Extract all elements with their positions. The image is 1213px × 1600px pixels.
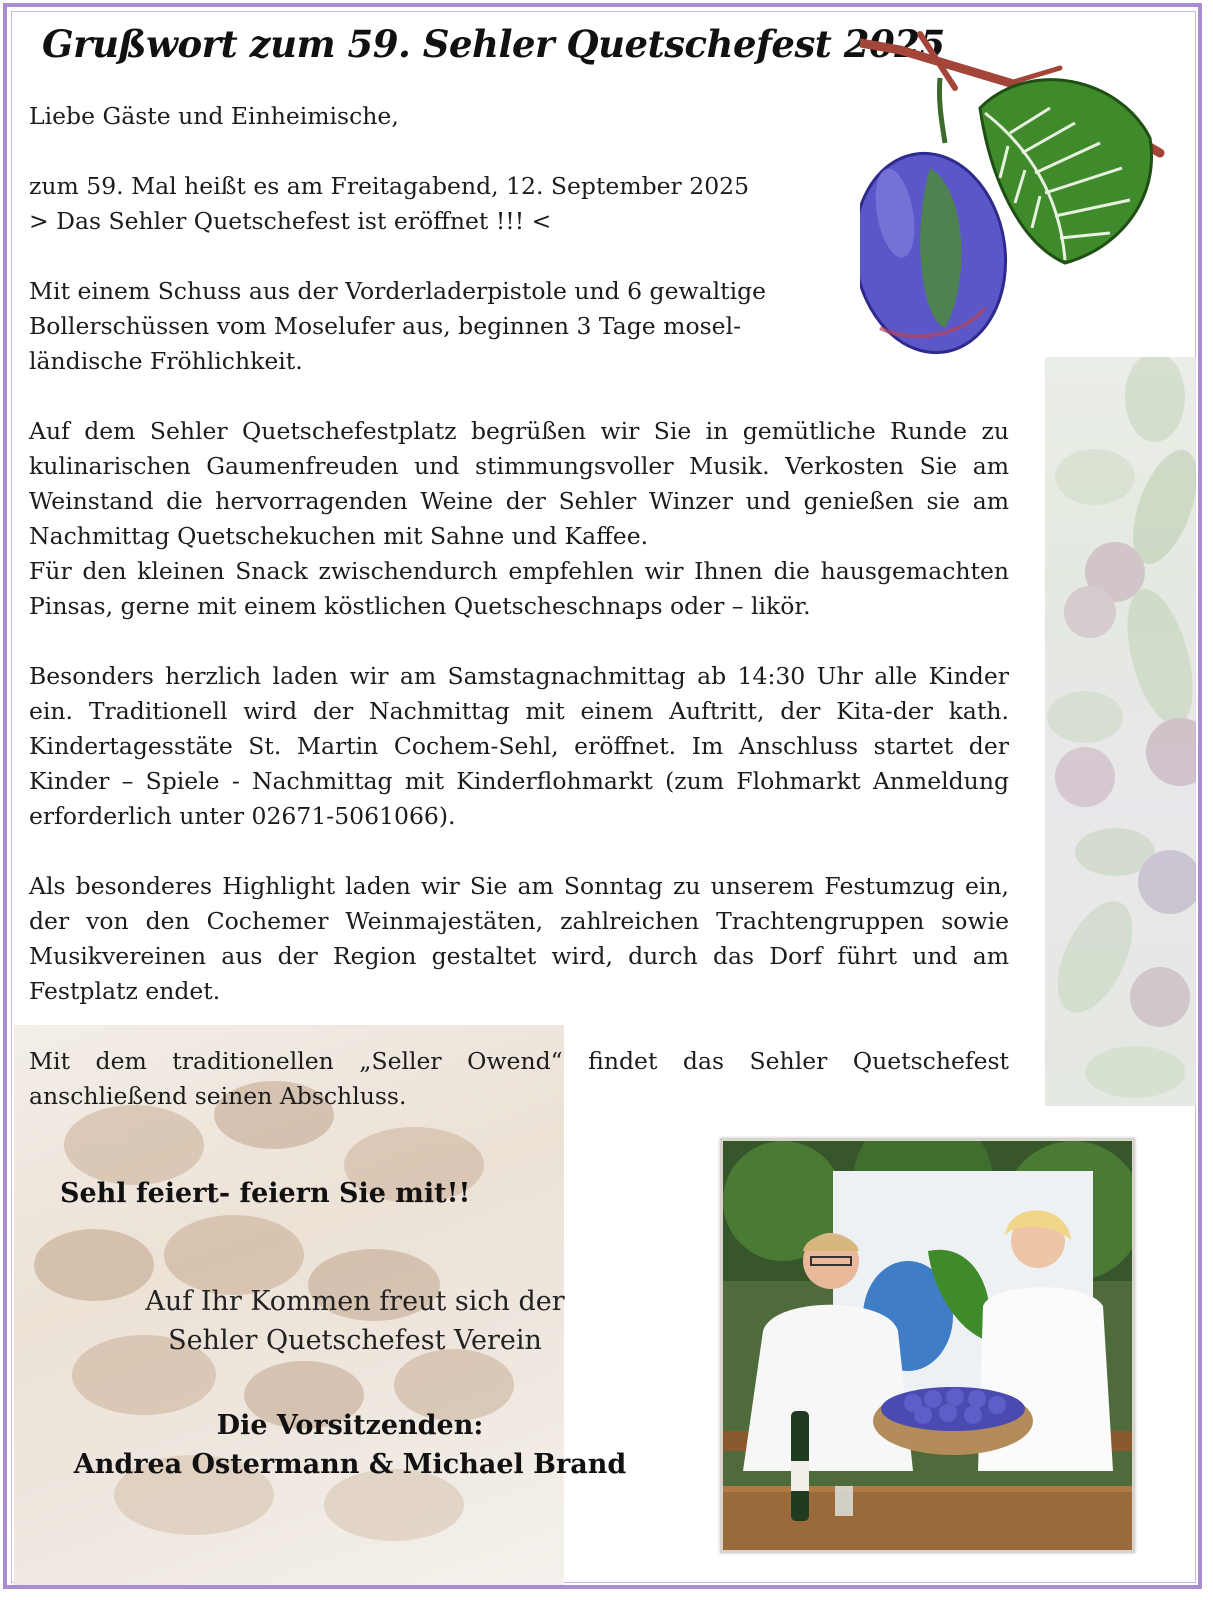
paragraph-salute-line1: Mit einem Schuss aus der Vorderladerpistole und 6 gewaltige — [29, 277, 767, 305]
paragraph-salute-line2: Bollerschüssen vom Moselufer aus, beginnen 3 Tage mosel- — [29, 312, 742, 340]
page-title: Grußwort zum 59. Sehler Quetschefest 2025 — [42, 22, 945, 66]
invite-line2: Sehler Quetschefest Verein — [168, 1325, 542, 1356]
paragraph-parade: Als besonderes Highlight laden wir Sie am Sonntag zu unserem Festumzug ein, der von den Cochemer Weinmajestäten, zahlreichen Trachtengruppen sowie Musikvereinen aus der Region gestaltet wird, durch das Dorf führt und am Festplatz endet. — [29, 872, 1009, 1005]
chairs-block — [45, 1406, 655, 1484]
chairs-names: Andrea Ostermann & Michael Brand — [73, 1449, 627, 1480]
paragraph-opening — [29, 169, 1009, 239]
invite-block — [60, 1282, 650, 1360]
paragraph-opening-line2: > Das Sehler Quetschefest ist eröffnet !!! < — [29, 207, 552, 235]
paragraph-children: Besonders herzlich laden wir am Samstagnachmittag ab 14:30 Uhr alle Kinder ein. Traditionell wird der Nachmittag mit einem Auftritt, der Kita-der kath. Kindertagesstäte St. Martin Cochem-Sehl, eröffnet. Im Anschluss startet der Kinder – Spiele - Nachmittag mit Kinderflohmarkt (zum Flohmarkt Anmeldung erforderlich unter 02671-5061066). — [29, 662, 1009, 830]
chairs-portrait-photo — [720, 1138, 1135, 1553]
paragraph-salute — [29, 274, 1009, 379]
chairs-label: Die Vorsitzenden: — [216, 1410, 484, 1441]
plums-on-tree-photo — [1045, 357, 1196, 1106]
paragraph-festival-ground-text: Auf dem Sehler Quetschefestplatz begrüßen wir Sie in gemütliche Runde zu kulinarischen Gaumenfreuden und stimmungsvoller Musik. Verkosten Sie am Weinstand die hervorragenden Weine der Sehler Winzer und genießen sie am Nachmittag Quetschekuchen mit Sahne und Kaffee. — [29, 417, 1009, 550]
paragraph-snack-text: Für den kleinen Snack zwischendurch empfehlen wir Ihnen die hausgemachten Pinsas, gerne mit einem köstlichen Quetscheschnaps oder – likör. — [29, 557, 1009, 620]
paragraph-festival-ground — [29, 414, 1009, 554]
letter-body — [29, 99, 1009, 1149]
paragraph-closing-event: Mit dem traditionellen „Seller Owend“ findet das Sehler Quetschefest anschließend seinen Abschluss. — [29, 1047, 1009, 1110]
paragraph-salute-line3: ländische Fröhlichkeit. — [29, 347, 303, 375]
paragraph-snack — [29, 554, 1009, 624]
motto: Sehl feiert- feiern Sie mit!! — [60, 1178, 471, 1209]
paragraph-opening-line1: zum 59. Mal heißt es am Freitagabend, 12. September 2025 — [29, 172, 750, 200]
greeting: Liebe Gäste und Einheimische, — [29, 102, 399, 130]
invite-line1: Auf Ihr Kommen freut sich der — [145, 1286, 565, 1317]
